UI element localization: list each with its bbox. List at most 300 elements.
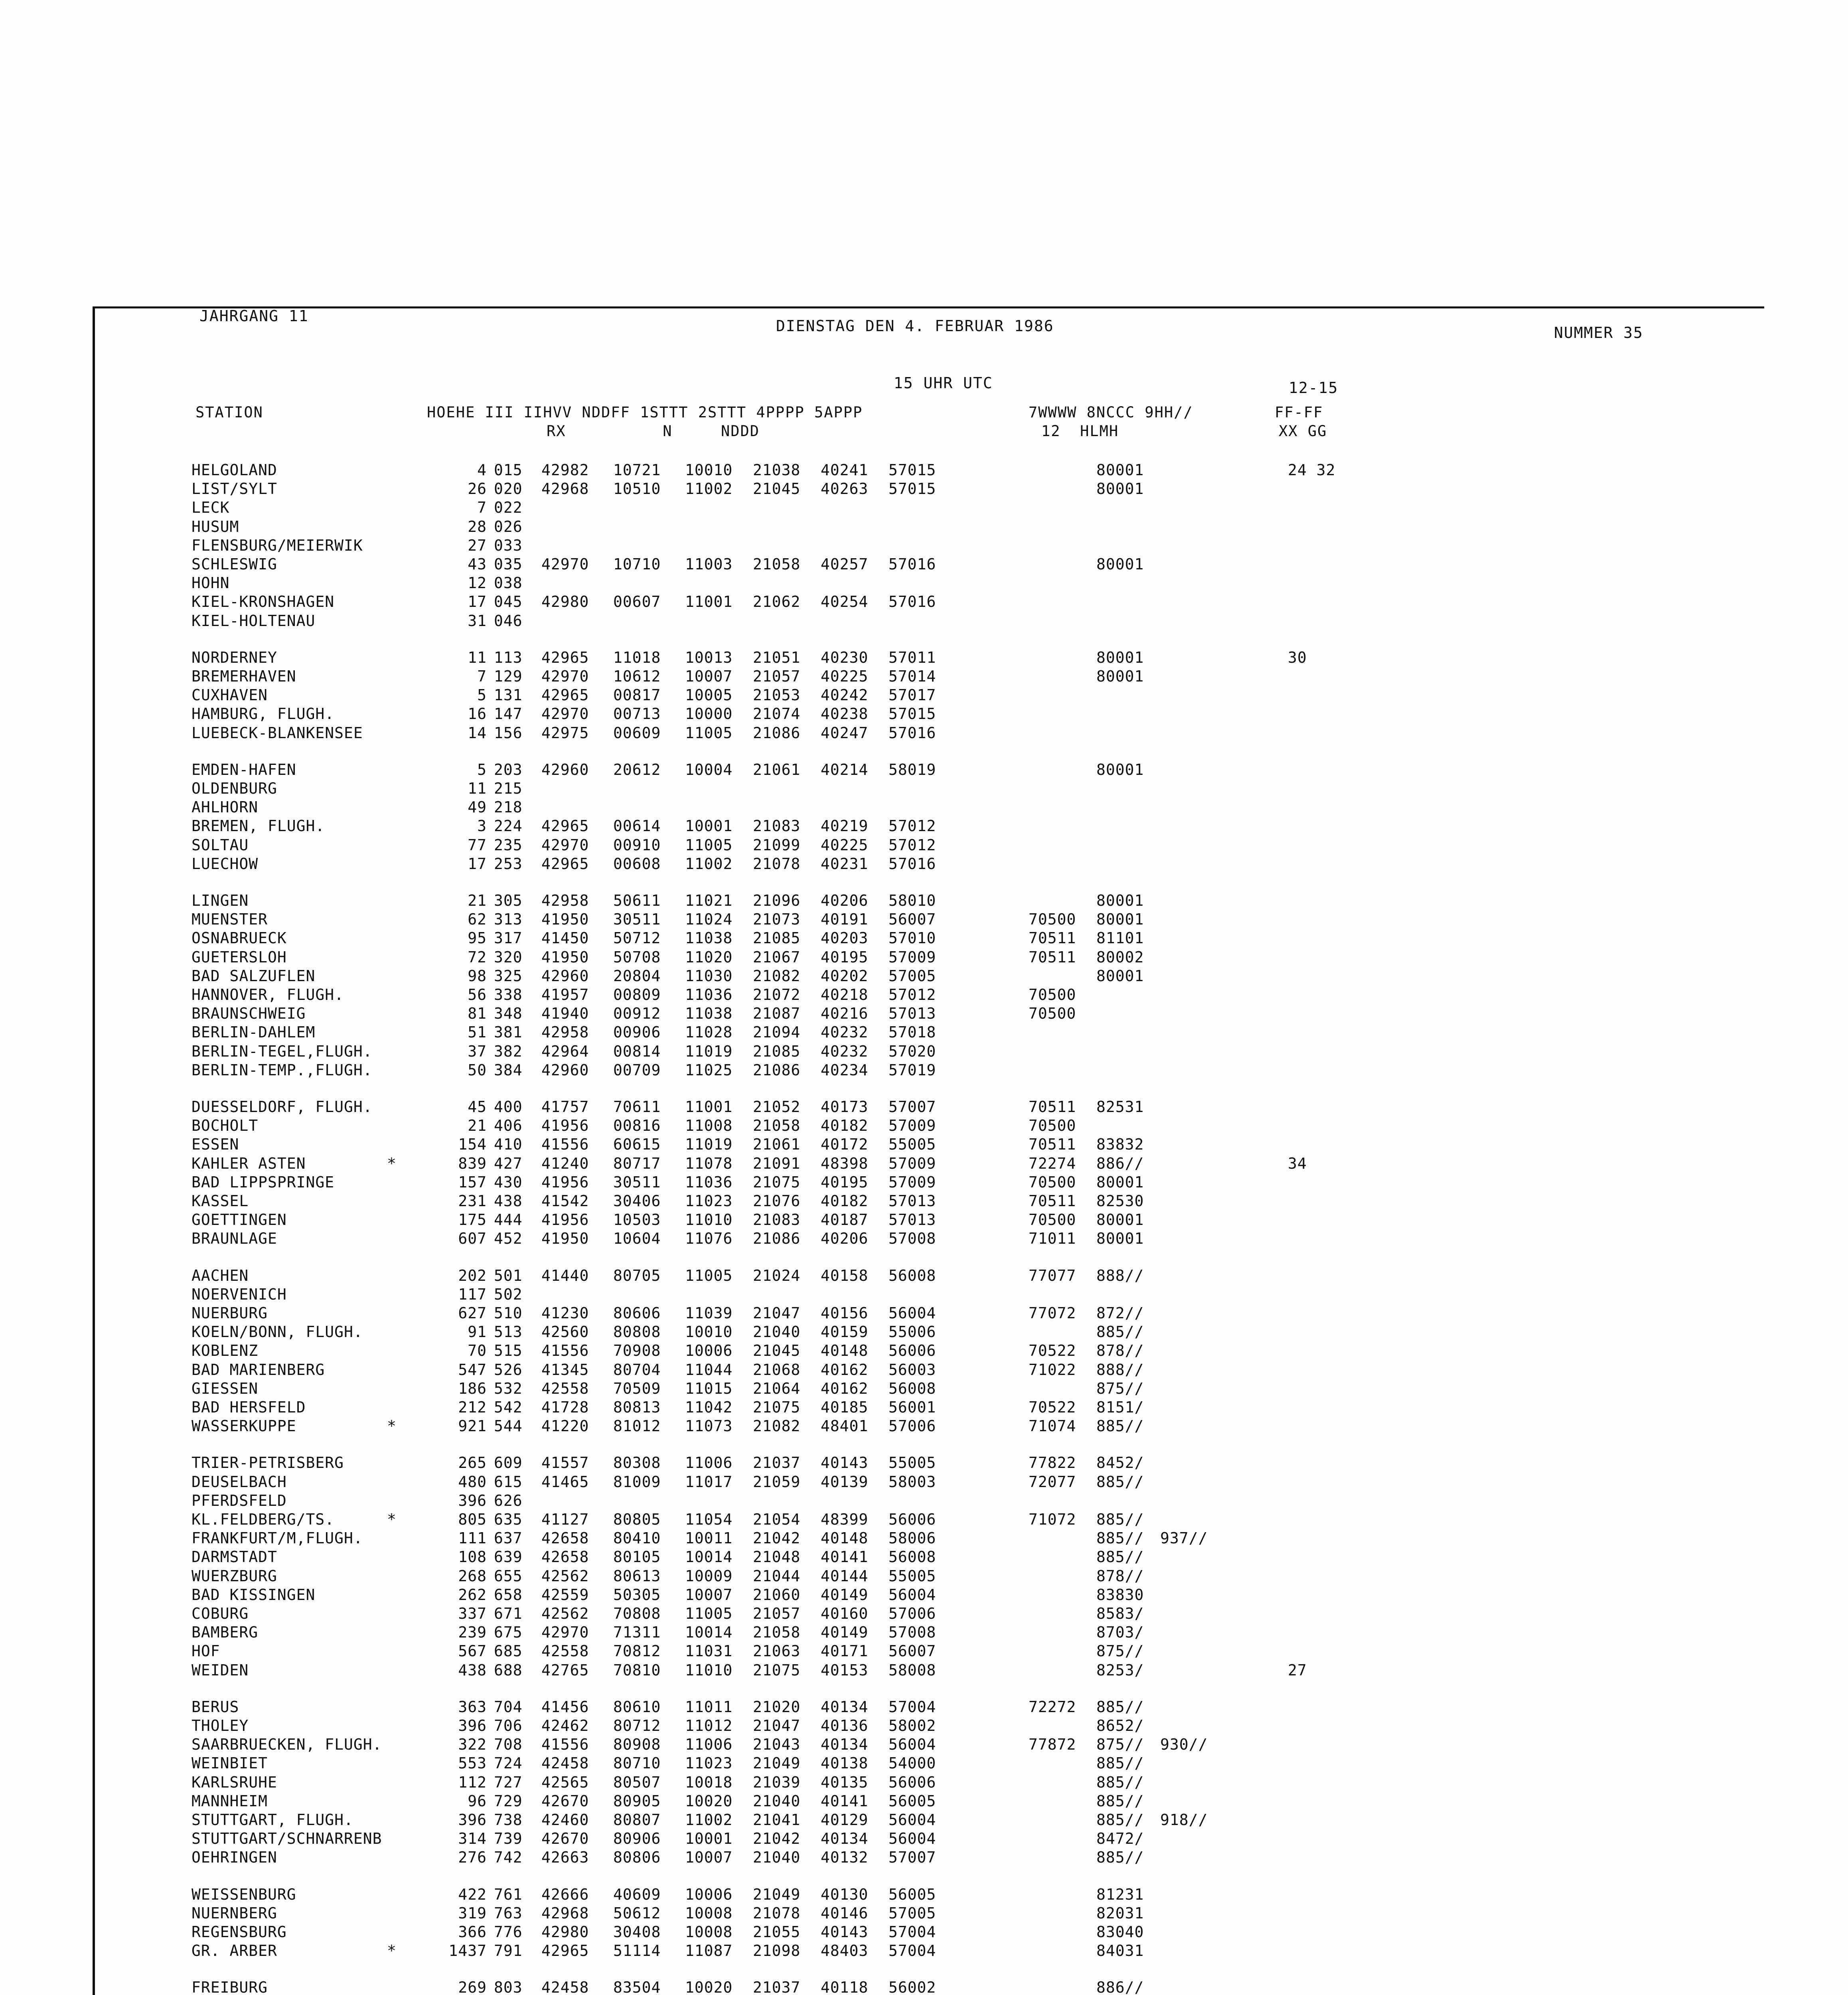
synop-group: 41240	[541, 1155, 589, 1172]
station-height: 1437	[448, 1942, 487, 1959]
synop-group: 54000	[888, 1754, 936, 1772]
station-name: HAMBURG, FLUGH.	[192, 705, 335, 723]
cloud-group: 885//	[1096, 1473, 1144, 1491]
synop-group: 30408	[613, 1923, 661, 1941]
cloud-group: 81231	[1096, 1886, 1144, 1903]
synop-group: 57013	[888, 1192, 936, 1210]
synop-group: 10009	[685, 1567, 733, 1585]
station-name: MANNHEIM	[192, 1792, 268, 1810]
synop-group: 70808	[613, 1605, 661, 1622]
synop-group: 10510	[613, 480, 661, 498]
station-index: 338	[494, 986, 523, 1003]
synop-group: 40153	[821, 1661, 869, 1679]
synop-group: 41542	[541, 1192, 589, 1210]
synop-group: 21094	[753, 1023, 801, 1041]
synop-group: 57009	[888, 1117, 936, 1134]
station-height: 202	[458, 1267, 487, 1284]
cloud-group: 83832	[1096, 1136, 1144, 1153]
station-index: 325	[494, 967, 523, 985]
station-index: 501	[494, 1267, 523, 1284]
synop-group: 21043	[753, 1736, 801, 1753]
synop-group: 21058	[753, 1117, 801, 1134]
station-index: 763	[494, 1904, 523, 1922]
synop-group: 57010	[888, 929, 936, 947]
column-w-sub: 12 HLMH	[1041, 423, 1119, 440]
station-index: 635	[494, 1511, 523, 1528]
station-name: BAD KISSINGEN	[192, 1586, 316, 1604]
synop-group: 21054	[753, 1511, 801, 1528]
weather-group: 77822	[1029, 1454, 1076, 1472]
station-height: 21	[468, 892, 487, 909]
station-height: 319	[458, 1904, 487, 1922]
synop-group: 80308	[613, 1454, 661, 1472]
synop-group: 11025	[685, 1061, 733, 1079]
station-index: 739	[494, 1830, 523, 1847]
station-name: NUERBURG	[192, 1304, 268, 1322]
station-index: 203	[494, 761, 523, 778]
cloud-group: 885//	[1096, 1774, 1144, 1791]
synop-group: 42666	[541, 1886, 589, 1903]
station-index: 046	[494, 612, 523, 630]
synop-group: 40182	[821, 1192, 869, 1210]
station-index: 022	[494, 499, 523, 516]
station-height: 553	[458, 1754, 487, 1772]
synop-group: 50305	[613, 1586, 661, 1604]
table-row	[0, 1398, 1848, 1417]
station-name: GOETTINGEN	[192, 1211, 287, 1229]
synop-group: 40135	[821, 1774, 869, 1791]
synop-group: 40214	[821, 761, 869, 778]
extra-group: 918//	[1160, 1811, 1208, 1829]
synop-group: 10020	[685, 1979, 733, 1995]
mountain-marker: *	[387, 1942, 397, 1959]
synop-group: 21045	[753, 480, 801, 498]
station-height: 16	[468, 705, 487, 723]
weather-group: 70500	[1029, 1117, 1076, 1134]
station-index: 156	[494, 724, 523, 742]
synop-group: 57017	[888, 686, 936, 704]
synop-group: 21040	[753, 1849, 801, 1866]
synop-group: 11006	[685, 1454, 733, 1472]
station-name: LECK	[192, 499, 230, 516]
weather-group: 71072	[1029, 1511, 1076, 1528]
synop-group: 42965	[541, 1942, 589, 1959]
synop-group: 10612	[613, 668, 661, 685]
station-height: 56	[468, 986, 487, 1003]
station-height: 276	[458, 1849, 487, 1866]
station-height: 62	[468, 911, 487, 928]
synop-group: 57019	[888, 1061, 936, 1079]
table-row	[0, 1229, 1848, 1248]
synop-group: 40162	[821, 1361, 869, 1379]
synop-group: 10001	[685, 1830, 733, 1847]
station-index: 532	[494, 1380, 523, 1397]
station-name: STUTTGART, FLUGH.	[192, 1811, 353, 1829]
synop-group: 40159	[821, 1323, 869, 1341]
synop-group: 11044	[685, 1361, 733, 1379]
table-row	[0, 1942, 1848, 1960]
synop-group: 40148	[821, 1529, 869, 1547]
synop-group: 00609	[613, 724, 661, 742]
synop-group: 57016	[888, 555, 936, 573]
synop-group: 40225	[821, 836, 869, 854]
synop-group: 42964	[541, 1043, 589, 1060]
synop-group: 11019	[685, 1136, 733, 1153]
synop-group: 21047	[753, 1717, 801, 1734]
synop-group: 41757	[541, 1098, 589, 1116]
synop-group: 57007	[888, 1098, 936, 1116]
station-name: DARMSTADT	[192, 1548, 277, 1566]
station-index: 615	[494, 1473, 523, 1491]
synop-group: 57009	[888, 1173, 936, 1191]
station-height: 363	[458, 1698, 487, 1716]
synop-group: 11031	[685, 1642, 733, 1660]
station-height: 186	[458, 1380, 487, 1397]
synop-group: 10013	[685, 649, 733, 666]
station-index: 147	[494, 705, 523, 723]
station-name: OEHRINGEN	[192, 1849, 277, 1866]
synop-group: 21020	[753, 1698, 801, 1716]
synop-group: 40149	[821, 1586, 869, 1604]
table-row	[0, 1042, 1848, 1061]
table-row	[0, 498, 1848, 517]
station-name: HOF	[192, 1642, 220, 1660]
synop-group: 56001	[888, 1398, 936, 1416]
table-row	[0, 1004, 1848, 1023]
station-height: 45	[468, 1098, 487, 1116]
synop-group: 80806	[613, 1849, 661, 1866]
synop-group: 40247	[821, 724, 869, 742]
synop-group: 57009	[888, 1155, 936, 1172]
synop-group: 80905	[613, 1792, 661, 1810]
cloud-group: 82031	[1096, 1904, 1144, 1922]
synop-group: 41465	[541, 1473, 589, 1491]
table-row	[0, 1154, 1848, 1173]
synop-group: 21073	[753, 911, 801, 928]
station-name: BAD SALZUFLEN	[192, 967, 316, 985]
synop-group: 80704	[613, 1361, 661, 1379]
station-index: 045	[494, 593, 523, 610]
station-height: 438	[458, 1661, 487, 1679]
synop-group: 57006	[888, 1417, 936, 1435]
synop-group: 56007	[888, 911, 936, 928]
station-name: KL.FELDBERG/TS.	[192, 1511, 335, 1528]
synop-group: 21051	[753, 649, 801, 666]
synop-group: 11078	[685, 1155, 733, 1172]
cloud-group: 8452/	[1096, 1454, 1144, 1472]
synop-group: 21057	[753, 1605, 801, 1622]
synop-group: 40134	[821, 1830, 869, 1847]
synop-group: 42560	[541, 1323, 589, 1341]
station-index: 035	[494, 555, 523, 573]
synop-group: 57004	[888, 1923, 936, 1941]
table-row	[0, 1023, 1848, 1042]
station-height: 231	[458, 1192, 487, 1210]
synop-group: 00607	[613, 593, 661, 610]
observation-time: 15 UHR UTC	[894, 374, 993, 392]
table-row	[0, 1341, 1848, 1360]
synop-group: 40134	[821, 1736, 869, 1753]
synop-group: 80105	[613, 1548, 661, 1566]
table-row	[0, 1754, 1848, 1773]
synop-group: 40263	[821, 480, 869, 498]
synop-group: 56004	[888, 1736, 936, 1753]
synop-group: 10503	[613, 1211, 661, 1229]
cloud-group: 80001	[1096, 1211, 1144, 1229]
weather-group: 71011	[1029, 1230, 1076, 1247]
synop-group: 21083	[753, 1211, 801, 1229]
synop-group: 80507	[613, 1774, 661, 1791]
synop-group: 00814	[613, 1043, 661, 1060]
column-station: STATION	[195, 404, 263, 421]
synop-group: 41956	[541, 1117, 589, 1134]
weather-group: 70511	[1029, 948, 1076, 966]
station-index: 026	[494, 518, 523, 535]
table-row	[0, 1548, 1848, 1566]
synop-group: 58019	[888, 761, 936, 778]
synop-group: 57012	[888, 817, 936, 835]
weather-group: 70511	[1029, 1192, 1076, 1210]
station-name: KASSEL	[192, 1192, 249, 1210]
synop-group: 21058	[753, 1624, 801, 1641]
synop-group: 40234	[821, 1061, 869, 1079]
station-height: 212	[458, 1398, 487, 1416]
synop-group: 21055	[753, 1923, 801, 1941]
station-name: BAD HERSFELD	[192, 1398, 306, 1416]
table-row	[0, 1473, 1848, 1491]
extra-group: 937//	[1160, 1529, 1208, 1547]
station-height: 49	[468, 798, 487, 816]
station-name: BERUS	[192, 1698, 239, 1716]
synop-group: 40148	[821, 1342, 869, 1359]
synop-group: 40231	[821, 855, 869, 873]
station-height: 154	[458, 1136, 487, 1153]
table-row	[0, 760, 1848, 779]
station-name: HELGOLAND	[192, 461, 277, 479]
synop-group: 56008	[888, 1548, 936, 1566]
station-index: 544	[494, 1417, 523, 1435]
station-height: 3	[477, 817, 487, 835]
synop-group: 40225	[821, 668, 869, 685]
cloud-group: 8253/	[1096, 1661, 1144, 1679]
weather-group: 77077	[1029, 1267, 1076, 1284]
synop-group: 70611	[613, 1098, 661, 1116]
synop-group: 42658	[541, 1529, 589, 1547]
table-row	[0, 1642, 1848, 1661]
station-height: 112	[458, 1774, 487, 1791]
synop-group: 10006	[685, 1886, 733, 1903]
cloud-group: 8652/	[1096, 1717, 1144, 1734]
synop-group: 41557	[541, 1454, 589, 1472]
cloud-group: 885//	[1096, 1792, 1144, 1810]
column-main-sub: RX N NDDD	[547, 423, 760, 440]
synop-group: 21096	[753, 892, 801, 909]
cloud-group: 878//	[1096, 1342, 1144, 1359]
synop-group: 11073	[685, 1417, 733, 1435]
synop-group: 11005	[685, 1605, 733, 1622]
synop-group: 57020	[888, 1043, 936, 1060]
synop-group: 42980	[541, 593, 589, 610]
synop-group: 56006	[888, 1511, 936, 1528]
synop-group: 21075	[753, 1661, 801, 1679]
weather-group: 72077	[1029, 1473, 1076, 1491]
table-row	[0, 1716, 1848, 1735]
synop-group: 56008	[888, 1267, 936, 1284]
cloud-group: 82531	[1096, 1098, 1144, 1116]
station-height: 366	[458, 1923, 487, 1941]
synop-group: 21064	[753, 1380, 801, 1397]
station-name: KOBLENZ	[192, 1342, 259, 1359]
synop-group: 41127	[541, 1511, 589, 1528]
column-ff-sub: XX GG	[1279, 423, 1327, 440]
synop-group: 40173	[821, 1098, 869, 1116]
table-row	[0, 536, 1848, 555]
synop-group: 40202	[821, 967, 869, 985]
synop-group: 20804	[613, 967, 661, 985]
synop-group: 80908	[613, 1736, 661, 1753]
station-index: 218	[494, 798, 523, 816]
synop-group: 00809	[613, 986, 661, 1003]
synop-group: 42562	[541, 1605, 589, 1622]
station-name: LUEBECK-BLANKENSEE	[192, 724, 363, 742]
synop-group: 41556	[541, 1136, 589, 1153]
synop-group: 11038	[685, 929, 733, 947]
synop-group: 70509	[613, 1380, 661, 1397]
station-height: 396	[458, 1492, 487, 1509]
station-index: 427	[494, 1155, 523, 1172]
synop-group: 40136	[821, 1717, 869, 1734]
synop-group: 57015	[888, 705, 936, 723]
table-row	[0, 1173, 1848, 1192]
station-name: BERLIN-DAHLEM	[192, 1023, 316, 1041]
synop-group: 21061	[753, 761, 801, 778]
cloud-group: 84031	[1096, 1942, 1144, 1959]
cloud-group: 80002	[1096, 948, 1144, 966]
table-row	[0, 817, 1848, 836]
station-height: 117	[458, 1286, 487, 1303]
synop-group: 56004	[888, 1811, 936, 1829]
station-height: 480	[458, 1473, 487, 1491]
synop-group: 42458	[541, 1979, 589, 1995]
cloud-group: 875//	[1096, 1642, 1144, 1660]
synop-group: 40162	[821, 1380, 869, 1397]
synop-group: 40206	[821, 1230, 869, 1247]
synop-group: 10005	[685, 686, 733, 704]
synop-group: 57013	[888, 1211, 936, 1229]
table-row	[0, 1454, 1848, 1472]
synop-group: 21078	[753, 855, 801, 873]
synop-group: 21085	[753, 929, 801, 947]
station-index: 400	[494, 1098, 523, 1116]
station-name: EMDEN-HAFEN	[192, 761, 296, 778]
gust-group: 30	[1288, 649, 1307, 666]
synop-group: 41230	[541, 1304, 589, 1322]
synop-group: 00816	[613, 1117, 661, 1134]
table-row	[0, 518, 1848, 536]
cloud-group: 83040	[1096, 1923, 1144, 1941]
synop-group: 55005	[888, 1454, 936, 1472]
station-name: HANNOVER, FLUGH.	[192, 986, 344, 1003]
synop-group: 40141	[821, 1548, 869, 1566]
synop-group: 57007	[888, 1849, 936, 1866]
synop-group: 10014	[685, 1548, 733, 1566]
table-row	[0, 891, 1848, 910]
synop-group: 42565	[541, 1774, 589, 1791]
synop-group: 40238	[821, 705, 869, 723]
station-height: 77	[468, 836, 487, 854]
station-height: 396	[458, 1717, 487, 1734]
station-height: 268	[458, 1567, 487, 1585]
synop-group: 70810	[613, 1661, 661, 1679]
synop-group: 57016	[888, 593, 936, 610]
synop-group: 11002	[685, 1811, 733, 1829]
table-row	[0, 1567, 1848, 1586]
synop-group: 21039	[753, 1774, 801, 1791]
synop-group: 57004	[888, 1942, 936, 1959]
station-index: 671	[494, 1605, 523, 1622]
synop-group: 10007	[685, 1849, 733, 1866]
weather-group: 72274	[1029, 1155, 1076, 1172]
synop-group: 58006	[888, 1529, 936, 1547]
table-row	[0, 1116, 1848, 1135]
table-row	[0, 1361, 1848, 1379]
synop-group: 40144	[821, 1567, 869, 1585]
synop-group: 11005	[685, 836, 733, 854]
station-height: 269	[458, 1979, 487, 1995]
synop-group: 11002	[685, 480, 733, 498]
station-name: WEINBIET	[192, 1754, 268, 1772]
synop-group: 56006	[888, 1342, 936, 1359]
table-row	[0, 1323, 1848, 1341]
cloud-group: 81101	[1096, 929, 1144, 947]
weather-group: 70522	[1029, 1342, 1076, 1359]
synop-group: 57015	[888, 480, 936, 498]
station-index: 704	[494, 1698, 523, 1716]
synop-group: 40242	[821, 686, 869, 704]
synop-group: 11008	[685, 1117, 733, 1134]
synop-group: 42958	[541, 1023, 589, 1041]
station-name: KIEL-HOLTENAU	[192, 612, 316, 630]
synop-group: 42970	[541, 668, 589, 685]
synop-group: 20612	[613, 761, 661, 778]
synop-group: 58003	[888, 1473, 936, 1491]
synop-group: 40118	[821, 1979, 869, 1995]
station-height: 422	[458, 1886, 487, 1903]
station-height: 70	[468, 1342, 487, 1359]
cloud-group: 885//	[1096, 1323, 1144, 1341]
station-name: BERLIN-TEGEL,FLUGH.	[192, 1043, 373, 1060]
synop-group: 40130	[821, 1886, 869, 1903]
synop-group: 56007	[888, 1642, 936, 1660]
synop-group: 42960	[541, 967, 589, 985]
synop-group: 21078	[753, 1904, 801, 1922]
station-index: 410	[494, 1136, 523, 1153]
synop-group: 21044	[753, 1567, 801, 1585]
cloud-group: 888//	[1096, 1361, 1144, 1379]
synop-group: 11003	[685, 555, 733, 573]
station-name: BREMERHAVEN	[192, 668, 296, 685]
cloud-group: 872//	[1096, 1304, 1144, 1322]
synop-group: 41556	[541, 1736, 589, 1753]
table-row	[0, 929, 1848, 948]
station-height: 11	[468, 780, 487, 797]
synop-group: 40254	[821, 593, 869, 610]
table-row	[0, 1491, 1848, 1510]
station-name: TRIER-PETRISBERG	[192, 1454, 344, 1472]
cloud-group: 885//	[1096, 1849, 1144, 1866]
synop-group: 10721	[613, 461, 661, 479]
cloud-group: 885//	[1096, 1811, 1144, 1829]
